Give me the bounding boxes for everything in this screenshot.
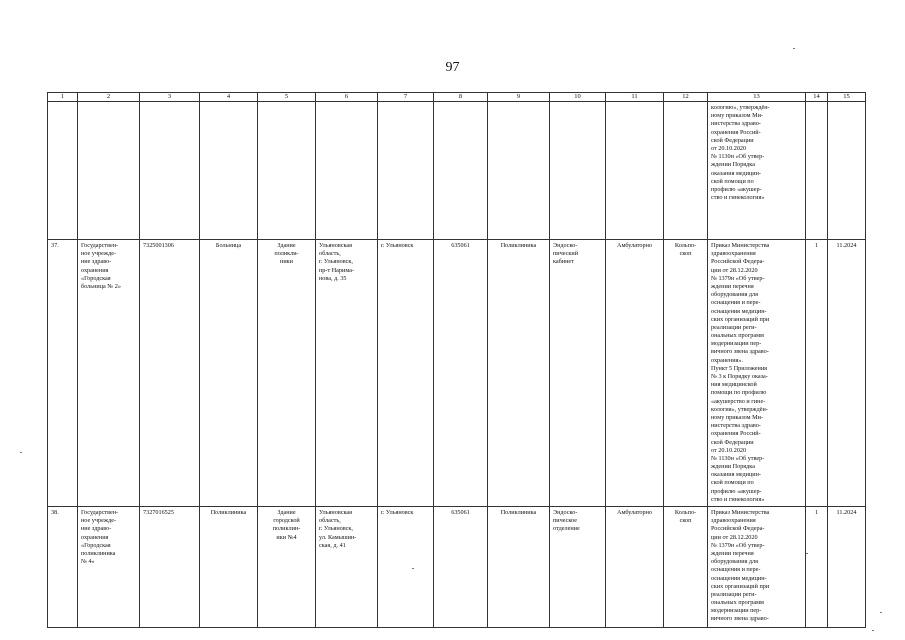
col-header: 1: [48, 93, 78, 102]
col-header: 12: [664, 93, 708, 102]
inn-code: 7325001306: [143, 242, 174, 249]
building-name: Здание городской поликлин- ики №4: [272, 509, 301, 541]
organization-name: Государствен- ное учрежде- ние здраво- охранения «Городская больница № 2»: [81, 242, 121, 290]
col-header: 2: [78, 93, 140, 102]
row-number: 37.: [51, 242, 59, 249]
unit-name: Поликлиника: [500, 242, 537, 249]
col-header: 5: [258, 93, 316, 102]
equipment-name: Кольпо- скоп: [674, 509, 697, 525]
quantity: 1: [814, 242, 819, 249]
city: г. Ульяновск: [381, 242, 414, 249]
oktmo-code: 635061: [451, 509, 470, 516]
oktmo-code: 635061: [451, 242, 470, 249]
facility-type: Больница: [215, 242, 242, 249]
col-header: 8: [434, 93, 488, 102]
scan-speck: [872, 630, 874, 631]
care-mode: Амбулаторно: [616, 242, 652, 249]
scan-speck: [806, 553, 808, 554]
due-date: 11.2024: [836, 242, 857, 249]
building-name: Здание поликли- ники: [274, 242, 299, 266]
column-numbers-row: [48, 93, 866, 102]
continuation-row: [48, 102, 866, 240]
legal-basis-text: кологию», утверждён- ному приказом Ми- нистерства здраво- охранения Россий- ской Федерации от 20.10.2020 № 1130н «Об утвер- ждении Порядка оказания медицин- ской помощи по профилю «акушер- ство и гинекология»: [711, 104, 770, 202]
col-header: 3: [140, 93, 200, 102]
col-header: 15: [828, 93, 866, 102]
cabinet-name: Эндоско- пический кабинет: [553, 242, 579, 266]
row-number: 38.: [51, 509, 59, 516]
table-row: [48, 240, 866, 507]
col-header: 13: [708, 93, 806, 102]
unit-name: Поликлиника: [500, 509, 537, 516]
legal-basis-text: Приказ Министерства здравоохранения Российской Федера- ции от 28.12.2020 № 1379н «Об утвер- ждении перечня оборудования для оснащения и пере- оснащения медицин- ских организаций при реализации реги- ональных программ модернизации пер- вичного звена здраво- охранения». Пункт 5 Приложения № 3 к Порядку оказа- ния медицинской помощи по профилю «акушерство и гине- кология», утверждён- ному приказом Ми- нистерства здраво- охранения Россий- ской Федерации от 20.10.2020 № 1130н «Об утвер- ждении Порядка оказания медицин- ской помощи по профилю «акушер- ство и гинекология»: [711, 242, 770, 503]
equipment-table: [47, 92, 866, 628]
cabinet-name: Эндоско- пическое отделение: [553, 509, 580, 533]
inn-code: 7327016525: [143, 509, 174, 516]
equipment-name: Кольпо- скоп: [674, 242, 697, 258]
care-mode: Амбулаторно: [616, 509, 652, 516]
address: Ульяновская область, г. Ульяновск, пр-т Нарима- нова, д. 35: [319, 242, 355, 282]
scan-speck: [412, 568, 414, 569]
col-header: 9: [488, 93, 550, 102]
scan-speck: [20, 452, 22, 453]
facility-type: Поликлиника: [210, 509, 247, 516]
due-date: 11.2024: [836, 509, 857, 516]
organization-name: Государствен- ное учрежде- ние здраво- охранения «Городская поликлиника № 4»: [81, 509, 119, 566]
col-header: 6: [316, 93, 378, 102]
page-number: 97: [445, 60, 460, 75]
col-header: 4: [200, 93, 258, 102]
col-header: 14: [806, 93, 828, 102]
quantity: 1: [814, 509, 819, 516]
col-header: 11: [606, 93, 664, 102]
city: г. Ульяновск: [381, 509, 414, 516]
legal-basis-text: Приказ Министерства здравоохранения Российской Федера- ции от 28.12.2020 № 1379н «Об утвер- ждении перечня оборудования для оснащения и пере- оснащения медицин- ских организаций при реализации реги- ональных программ модернизации пер- вичного звена здраво-: [711, 509, 770, 623]
col-header: 7: [378, 93, 434, 102]
col-header: 10: [550, 93, 606, 102]
scan-speck: [793, 48, 795, 49]
table-row: [48, 507, 866, 628]
scan-speck: [880, 612, 882, 613]
address: Ульяновская область, г. Ульяновск, ул. Камышин- ская, д. 41: [319, 509, 357, 549]
